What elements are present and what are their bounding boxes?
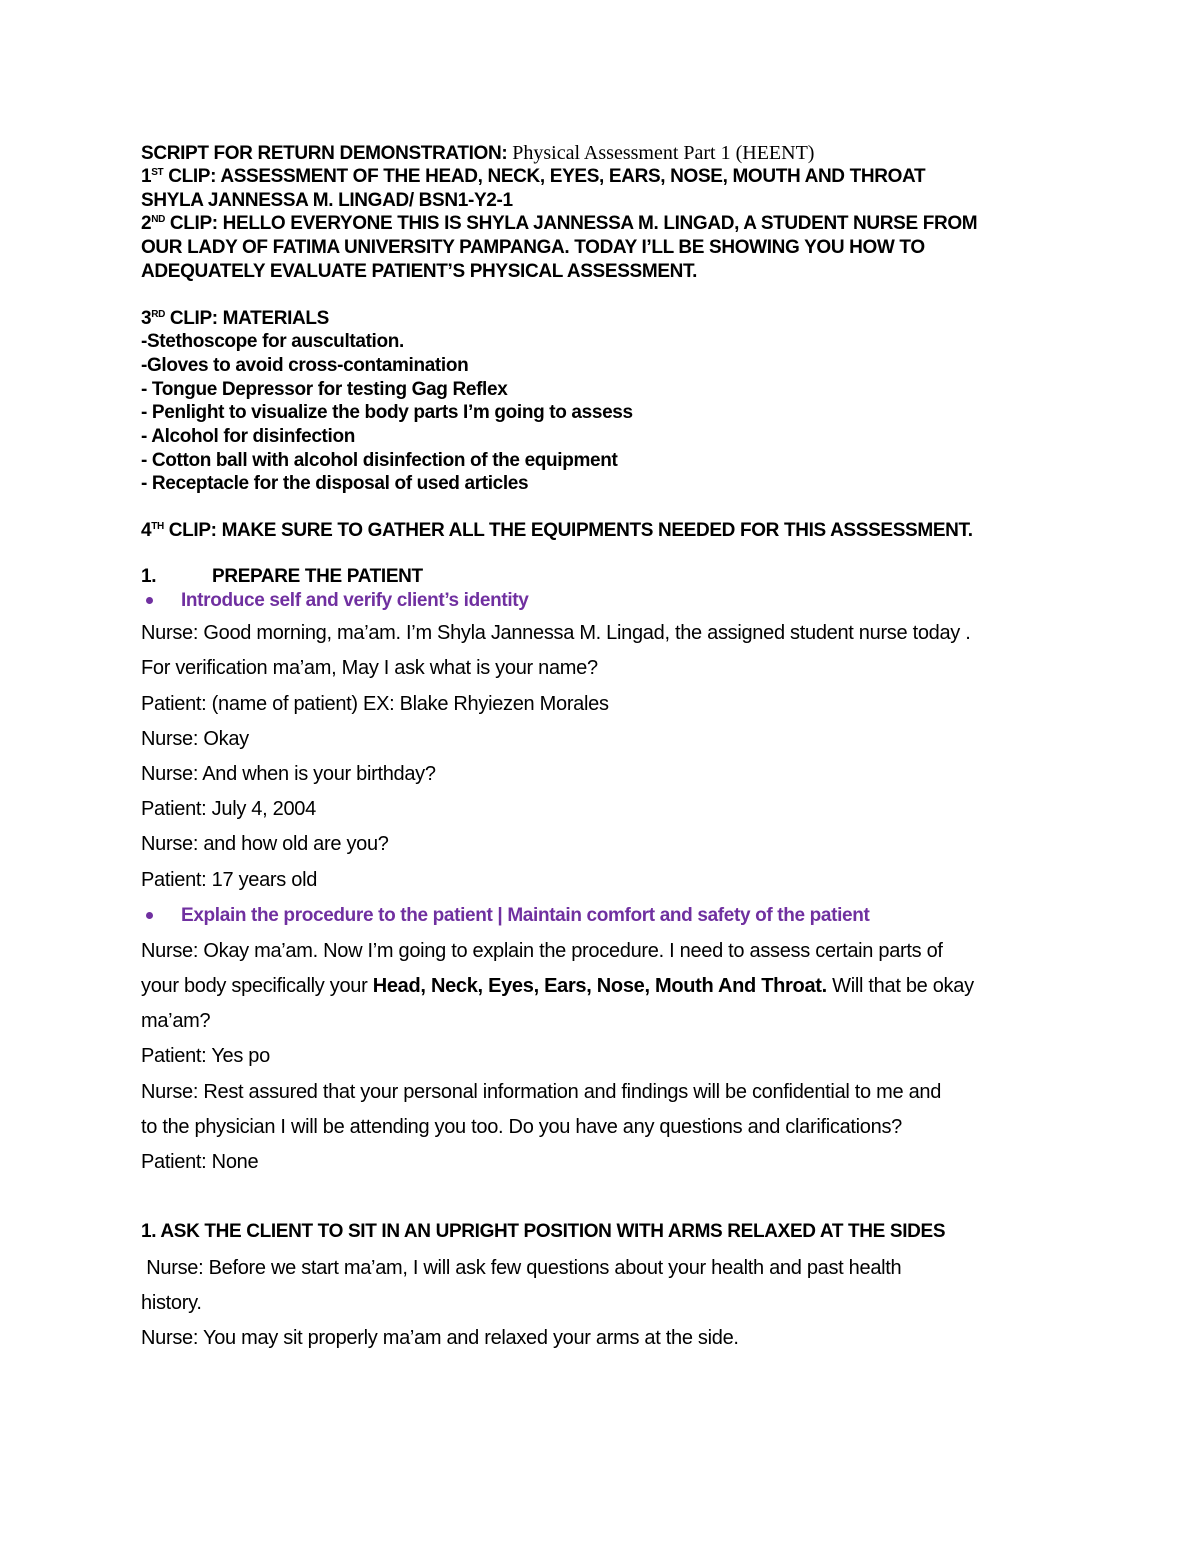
- author-line: SHYLA JANNESSA M. LINGAD/ BSN1-Y2-1: [141, 190, 513, 211]
- dialogue-line: history.: [141, 1292, 202, 1314]
- script-title: Physical Assessment Part 1 (HEENT): [512, 142, 815, 164]
- dialogue-line: Patient: July 4, 2004: [141, 798, 316, 820]
- dialogue-line: Nurse: Before we start ma’am, I will ask few questions about your health and past health: [141, 1257, 902, 1279]
- clip3-number: 3: [141, 308, 152, 329]
- clip2-line: [141, 214, 977, 233]
- clip4-number: 4: [141, 520, 152, 541]
- step1-heading: 1. ASK THE CLIENT TO SIT IN AN UPRIGHT POSITION WITH ARMS RELAXED AT THE SIDES: [141, 1221, 946, 1242]
- dialogue-line: Nurse: Okay: [141, 728, 249, 750]
- dialogue-line: to the physician I will be attending you too. Do you have any questions and clarifications?: [141, 1116, 902, 1138]
- dialogue-line: Nurse: And when is your birthday?: [141, 763, 436, 785]
- script-title-line: [141, 143, 814, 163]
- material-item: - Tongue Depressor for testing Gag Reflex: [141, 379, 508, 400]
- material-item: -Gloves to avoid cross-contamination: [141, 355, 469, 376]
- dialogue-line: Patient: 17 years old: [141, 869, 318, 891]
- dialogue-line: Nurse: You may sit properly ma’am and relaxed your arms at the side.: [141, 1327, 739, 1349]
- clip3-line: [141, 309, 329, 328]
- clip2-suffix: ND: [151, 214, 165, 225]
- material-item: - Cotton ball with alcohol disinfection of the equipment: [141, 450, 618, 471]
- dialogue-line: Nurse: Rest assured that your personal information and findings will be confidential to me and: [141, 1081, 942, 1103]
- prepare-heading: PREPARE THE PATIENT: [212, 566, 423, 587]
- clip4-text: CLIP: MAKE SURE TO GATHER ALL THE EQUIPMENTS NEEDED FOR THIS ASSSESSMENT.: [163, 520, 973, 541]
- bullet-introduce: Introduce self and verify client’s identity: [181, 590, 529, 611]
- prepare-number: 1.: [141, 566, 157, 587]
- clip3-suffix: RD: [151, 309, 165, 320]
- explain-text: your body specifically your: [141, 975, 373, 997]
- clip4-suffix: TH: [151, 521, 164, 532]
- clip4-line: [141, 521, 973, 540]
- material-item: - Receptacle for the disposal of used articles: [141, 473, 529, 494]
- script-label: SCRIPT FOR RETURN DEMONSTRATION:: [141, 143, 508, 164]
- explain-text-end: Will that be okay: [826, 975, 974, 997]
- clip1-text: CLIP: ASSESSMENT OF THE HEAD, NECK, EYES, EARS, NOSE, MOUTH AND THROAT: [163, 166, 926, 187]
- dialogue-line: Patient: Yes po: [141, 1045, 270, 1067]
- material-item: - Penlight to visualize the body parts I’m going to assess: [141, 402, 633, 423]
- bullet-explain: Explain the procedure to the patient | Maintain comfort and safety of the patient: [181, 905, 870, 926]
- dialogue-line: Nurse: and how old are you?: [141, 833, 389, 855]
- dialogue-line: For verification ma’am, May I ask what is your name?: [141, 657, 598, 679]
- dialogue-line: Nurse: Okay ma’am. Now I’m going to explain the procedure. I need to assess certain parts of: [141, 940, 943, 962]
- clip2-line-3: ADEQUATELY EVALUATE PATIENT’S PHYSICAL ASSESSMENT.: [141, 261, 698, 282]
- dialogue-line: ma’am?: [141, 1010, 211, 1032]
- explain-bold-text: Head, Neck, Eyes, Ears, Nose, Mouth And Throat.: [372, 975, 827, 997]
- dialogue-line-mixed: [141, 976, 974, 996]
- clip3-text: CLIP: MATERIALS: [164, 308, 329, 329]
- material-item: -Stethoscope for auscultation.: [141, 331, 404, 352]
- clip1-number: 1: [141, 166, 152, 187]
- bullet-icon: [146, 912, 153, 919]
- clip1-line: [141, 167, 925, 186]
- dialogue-line: Nurse: Good morning, ma’am. I’m Shyla Jannessa M. Lingad, the assigned student nurse today .: [141, 622, 971, 644]
- bullet-icon: [146, 597, 153, 604]
- clip2-number: 2: [141, 213, 152, 234]
- clip2-line-2: OUR LADY OF FATIMA UNIVERSITY PAMPANGA. TODAY I’LL BE SHOWING YOU HOW TO: [141, 237, 925, 258]
- clip1-suffix: ST: [151, 167, 164, 178]
- dialogue-line: Patient: None: [141, 1151, 259, 1173]
- material-item: - Alcohol for disinfection: [141, 426, 355, 447]
- clip2-text: CLIP: HELLO EVERYONE THIS IS SHYLA JANNESSA M. LINGAD, A STUDENT NURSE FROM: [164, 213, 978, 234]
- dialogue-line: Patient: (name of patient) EX: Blake Rhyiezen Morales: [141, 693, 609, 715]
